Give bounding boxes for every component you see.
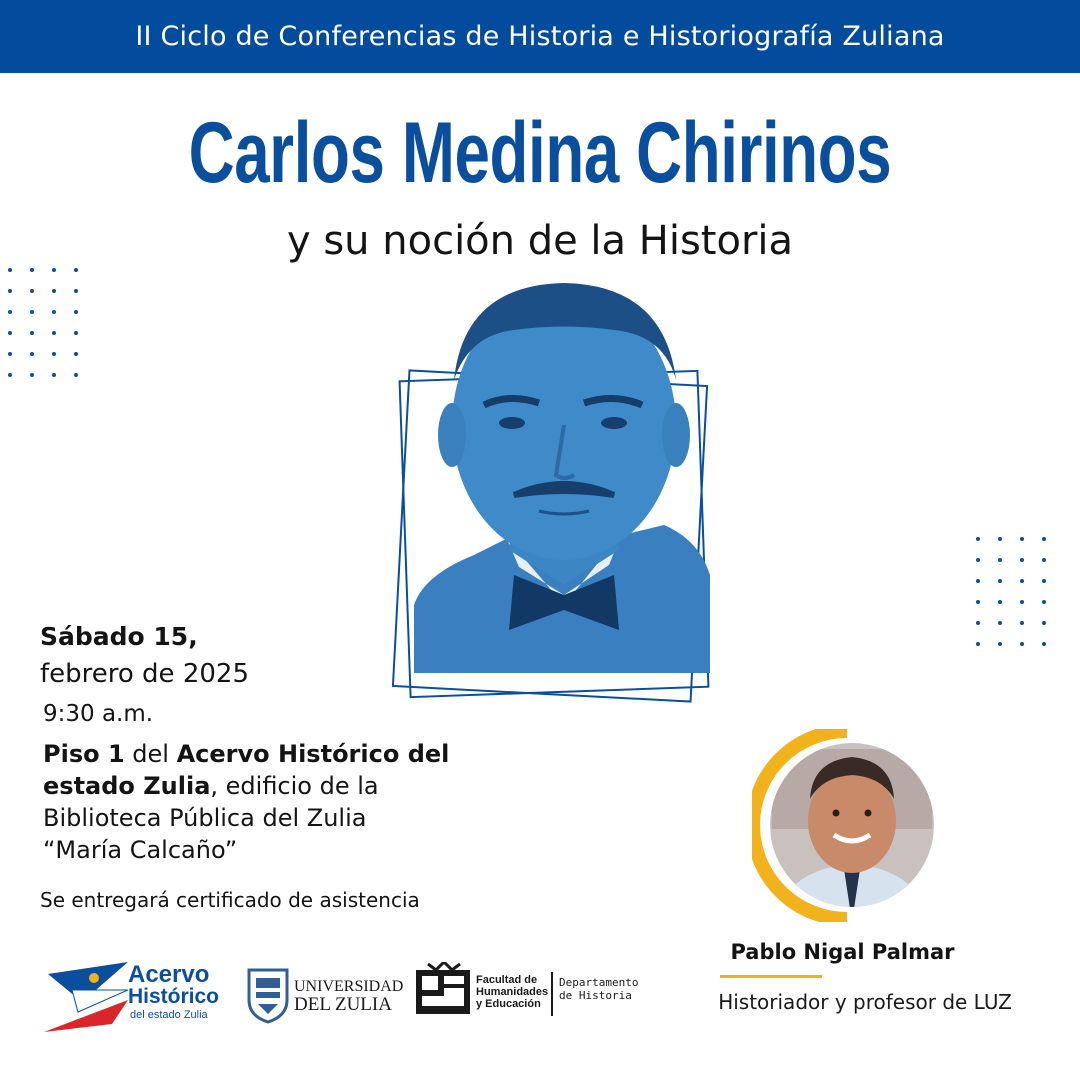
speaker-photo [752,729,937,922]
acervo-mark-icon [42,960,134,1034]
luz-logo [246,966,406,1026]
decorative-dot [8,268,12,272]
event-day [40,622,198,651]
faculty-name-1: Facultad de [476,974,538,986]
decorative-dot [1020,642,1024,646]
decorative-dot [30,331,34,335]
speaker-underline [720,975,822,978]
historical-portrait-image [414,275,710,673]
decorative-dot [74,331,78,335]
decorative-dot [52,373,56,377]
event-date: febrero de 2025 [40,659,249,689]
decorative-dot [8,331,12,335]
decorative-dot [8,373,12,377]
decorative-dot [1020,621,1024,625]
luz-name-1: UNIVERSIDAD [294,978,404,995]
location-venue: Acervo Histórico del estado Zulia [43,740,450,800]
decorative-dot [74,310,78,314]
speaker-role: Historiador y profesor de LUZ [718,990,1012,1014]
decorative-dot [976,600,980,604]
decorative-dot [1020,537,1024,541]
decorative-dot [976,621,980,625]
decorative-dot [30,352,34,356]
decorative-dot [30,289,34,293]
main-title: Carlos Medina Chirinos [188,105,892,201]
event-day-bold: Sábado 15 [40,622,189,651]
decorative-dot [976,579,980,583]
acervo-name-1: Acervo [128,961,210,988]
event-time: 9:30 a.m. [43,701,154,727]
speaker-name: Pablo Nigal Palmar [730,940,955,964]
decorative-dot [998,621,1002,625]
faculty-divider [551,972,553,1016]
header-bar [0,0,1080,73]
decorative-dot [52,331,56,335]
acervo-name-2: Histórico [128,985,220,1008]
location-line-3: Biblioteca Pública del Zulia [43,804,367,832]
decorative-dot [8,352,12,356]
acervo-logo [40,960,240,1038]
decorative-dot [1042,600,1046,604]
decorative-dot [8,289,12,293]
decorative-dot [52,289,56,293]
decorative-dot [1042,621,1046,625]
decorative-dot [30,373,34,377]
decorative-dot [74,373,78,377]
header-text: II Ciclo de Conferencias de Historia e Historiografía Zuliana [135,21,945,52]
location-building-prefix: , edificio de la [210,772,379,800]
location-floor: Piso 1 [43,740,125,768]
decorative-dot [998,537,1002,541]
decorative-dot [8,310,12,314]
decorative-dot [30,268,34,272]
main-subtitle: y su noción de la Historia [286,218,794,264]
department-name-2: de Historia [559,989,632,1002]
event-location [43,738,483,866]
faculty-name-3: y Educación [476,998,541,1010]
decorative-dot [998,642,1002,646]
decorative-dot [976,537,980,541]
decorative-dot [52,310,56,314]
event-day-suffix: , [188,622,198,651]
decorative-dot [1020,600,1024,604]
dot-grid-right [976,537,1072,645]
faculty-emblem-icon [414,962,472,1020]
decorative-dot [30,310,34,314]
luz-shield-icon [246,966,290,1024]
location-line-1 [43,738,483,802]
location-connector: del [124,740,177,768]
faculty-logo [414,962,654,1022]
decorative-dot [1042,537,1046,541]
decorative-dot [976,558,980,562]
luz-name-2: DEL ZULIA [294,994,392,1015]
decorative-dot [52,352,56,356]
decorative-dot [52,268,56,272]
decorative-dot [1042,558,1046,562]
decorative-dot [1042,642,1046,646]
certificate-note: Se entregará certificado de asistencia [40,888,420,912]
location-line-4: “María Calcaño” [43,836,238,864]
decorative-dot [74,352,78,356]
faculty-name-2: Humanidades [476,986,549,998]
decorative-dot [1042,579,1046,583]
decorative-dot [998,600,1002,604]
decorative-dot [976,642,980,646]
acervo-name-3: del estado Zulia [130,1009,208,1021]
decorative-dot [998,558,1002,562]
decorative-dot [1020,558,1024,562]
department-name-1: Departamento [559,976,639,989]
dot-grid-left [8,268,104,376]
portrait-group [390,275,730,705]
decorative-dot [74,268,78,272]
decorative-dot [1020,579,1024,583]
decorative-dot [74,289,78,293]
decorative-dot [998,579,1002,583]
